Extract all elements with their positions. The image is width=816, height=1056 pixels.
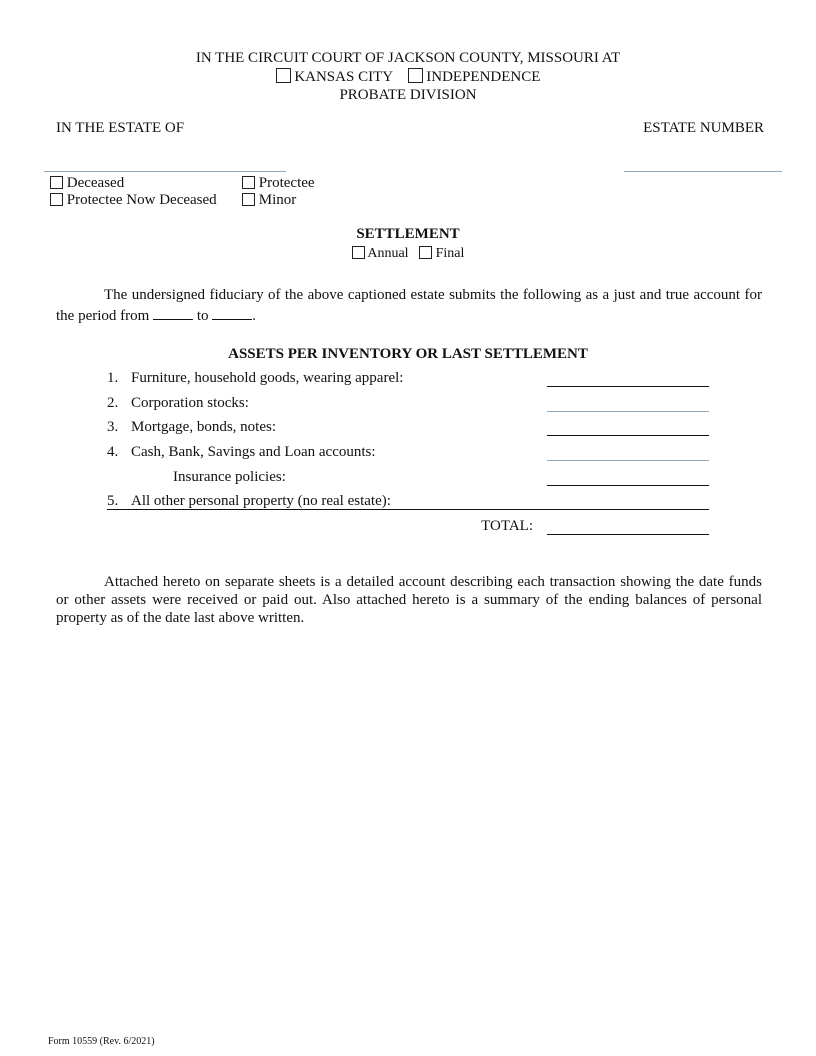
deceased-label: Deceased bbox=[66, 175, 125, 191]
asset-row-cash bbox=[107, 444, 709, 464]
annual-label: Annual bbox=[367, 246, 409, 261]
asset-label: Furniture, household goods, wearing apparel: bbox=[131, 370, 404, 386]
total-amount-field[interactable] bbox=[547, 534, 709, 535]
period-from-field[interactable] bbox=[153, 307, 193, 320]
asset-label: Insurance policies: bbox=[173, 469, 286, 485]
asset-label: Cash, Bank, Savings and Loan accounts: bbox=[131, 444, 376, 460]
independence-checkbox[interactable] bbox=[408, 68, 423, 83]
asset-label: All other personal property (no real estate): bbox=[131, 493, 391, 509]
asset-row-mortgage bbox=[107, 419, 709, 439]
intro-text: The undersigned fiduciary of the above captioned estate submits the following as a just and true account for the period from bbox=[56, 287, 762, 324]
estate-number-field[interactable] bbox=[624, 171, 782, 172]
settlement-title: SETTLEMENT bbox=[356, 226, 460, 242]
asset-row-total bbox=[107, 518, 709, 538]
asset-row-stocks bbox=[107, 395, 709, 415]
asset-label: Mortgage, bonds, notes: bbox=[131, 419, 276, 435]
independence-label: INDEPENDENCE bbox=[426, 69, 541, 85]
intro-paragraph bbox=[56, 285, 762, 327]
status-options-right bbox=[242, 175, 315, 209]
cash-amount-field[interactable] bbox=[547, 460, 709, 461]
asset-label: Corporation stocks: bbox=[131, 395, 249, 411]
intro-to-word: to bbox=[196, 308, 209, 324]
annual-checkbox[interactable] bbox=[352, 246, 365, 259]
form-number: Form 10559 (Rev. 6/2021) bbox=[48, 1036, 155, 1047]
insurance-amount-field[interactable] bbox=[547, 485, 709, 486]
minor-checkbox[interactable] bbox=[242, 193, 255, 206]
protectee-checkbox[interactable] bbox=[242, 176, 255, 189]
mortgage-amount-field[interactable] bbox=[547, 435, 709, 436]
court-heading: IN THE CIRCUIT COURT OF JACKSON COUNTY, MISSOURI AT bbox=[195, 50, 621, 66]
protectee-now-deceased-label: Protectee Now Deceased bbox=[66, 192, 217, 208]
deceased-checkbox[interactable] bbox=[50, 176, 63, 189]
asset-row-insurance bbox=[107, 469, 709, 489]
division-heading: PROBATE DIVISION bbox=[339, 87, 477, 103]
assets-title: ASSETS PER INVENTORY OR LAST SETTLEMENT bbox=[228, 346, 588, 362]
location-options bbox=[0, 68, 816, 86]
estate-of-field[interactable] bbox=[44, 171, 286, 172]
status-options-left bbox=[50, 175, 217, 209]
kansas-city-checkbox[interactable] bbox=[276, 68, 291, 83]
protectee-now-deceased-checkbox[interactable] bbox=[50, 193, 63, 206]
asset-number: 1. bbox=[107, 370, 119, 386]
intro-period: . bbox=[252, 308, 256, 324]
protectee-label: Protectee bbox=[258, 175, 315, 191]
minor-label: Minor bbox=[258, 192, 297, 208]
asset-number: 3. bbox=[107, 419, 119, 435]
asset-number: 5. bbox=[107, 493, 119, 509]
asset-number: 2. bbox=[107, 395, 119, 411]
final-label: Final bbox=[435, 246, 465, 261]
settlement-type-options bbox=[0, 246, 816, 262]
attached-paragraph: Attached hereto on separate sheets is a detailed account describing each transaction showing the date funds or other assets were received or paid out. Also attached hereto is a summary of the ending balances of personal property as of the date last above written. bbox=[56, 574, 762, 626]
asset-row-other-property bbox=[107, 493, 709, 510]
estate-of-label: IN THE ESTATE OF bbox=[56, 120, 185, 136]
final-checkbox[interactable] bbox=[419, 246, 432, 259]
kansas-city-label: KANSAS CITY bbox=[294, 69, 393, 85]
period-to-field[interactable] bbox=[212, 307, 252, 320]
total-label: TOTAL: bbox=[481, 518, 533, 534]
asset-number: 4. bbox=[107, 444, 119, 460]
estate-number-label: ESTATE NUMBER bbox=[643, 120, 764, 136]
stocks-amount-field[interactable] bbox=[547, 411, 709, 412]
furniture-amount-field[interactable] bbox=[547, 386, 709, 387]
asset-row-furniture bbox=[107, 370, 709, 390]
